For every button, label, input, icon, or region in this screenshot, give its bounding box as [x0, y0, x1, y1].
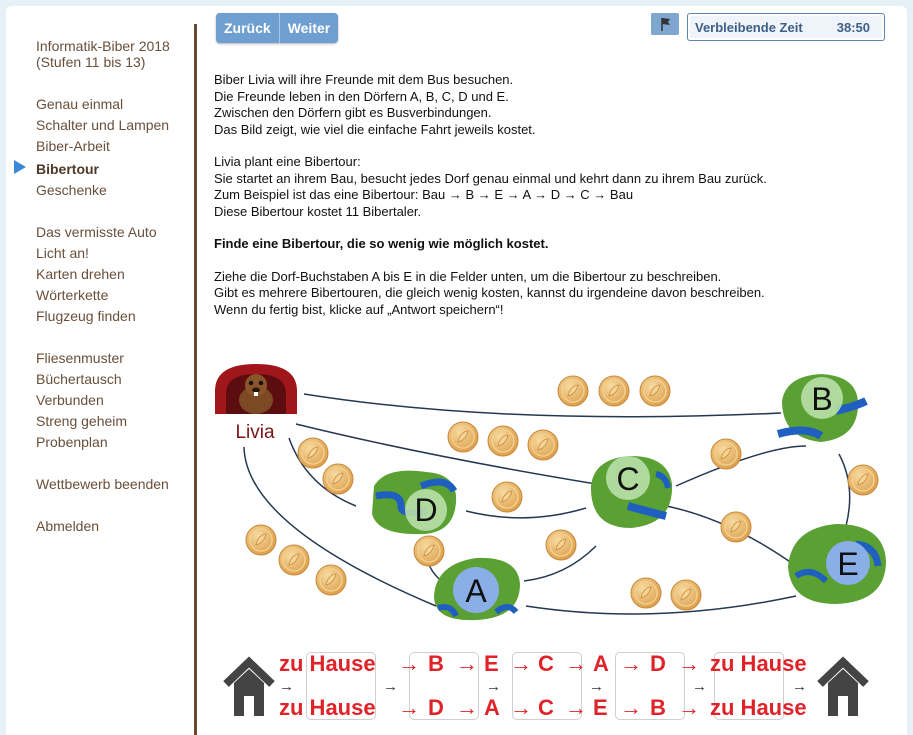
task-line: Zum Beispiel ist das eine Bibertour: Bau → B → E → A → D → C → Bau	[214, 187, 634, 202]
row1-village-2: E	[484, 651, 499, 676]
sidebar-item-das-vermisste-auto[interactable]: Das vermisste Auto	[36, 224, 157, 240]
village-e	[788, 524, 886, 604]
sidebar-item-verbunden[interactable]: Verbunden	[36, 392, 104, 408]
sidebar-item-biber-arbeit[interactable]: Biber-Arbeit	[36, 138, 110, 154]
row1-arrow: →	[620, 651, 642, 676]
village-d-label: D	[414, 492, 438, 528]
task-line: Diese Bibertour kostet 11 Bibertaler.	[214, 203, 422, 219]
task-line: Wenn du fertig bist, klicke auf „Antwort speichern“!	[214, 301, 504, 317]
village-a	[434, 558, 520, 620]
sequence-arrow: →	[589, 678, 604, 695]
row2-arrow: →	[456, 695, 478, 720]
back-button[interactable]: Zurück	[216, 13, 279, 43]
row2-arrow: →	[510, 695, 532, 720]
next-button[interactable]: Weiter	[279, 13, 339, 43]
task-line: Ziehe die Dorf-Buchstaben A bis E in die Felder unten, um die Bibertour zu beschreiben.	[214, 268, 722, 284]
row2-village-5: B	[650, 695, 666, 720]
sidebar-item-bibertour[interactable]: Bibertour	[36, 161, 99, 177]
sequence-arrow: →	[279, 678, 294, 695]
village-b	[778, 374, 866, 442]
course-title-line1: Informatik-Biber 2018	[36, 38, 170, 54]
village-c-label: C	[616, 461, 640, 497]
sidebar-item-genau-einmal[interactable]: Genau einmal	[36, 96, 124, 112]
bus-map	[6, 6, 907, 646]
sequence-arrow: →	[692, 678, 707, 695]
sequence-arrow: →	[383, 678, 398, 695]
sidebar-item-licht-an[interactable]: Licht an!	[36, 245, 89, 261]
row2-arrow: →	[678, 695, 700, 720]
course-title-line2: (Stufen 11 bis 13)	[36, 54, 146, 70]
row2-home-end: zu Hause	[710, 695, 807, 720]
sidebar-item-geschenke[interactable]: Geschenke	[36, 182, 107, 198]
page	[6, 6, 907, 735]
row1-village-4: A	[593, 651, 609, 676]
home-label: Livia	[235, 422, 275, 443]
sidebar-item-streng-geheim[interactable]: Streng geheim	[36, 413, 128, 429]
sequence-arrow: →	[792, 678, 807, 695]
row2-home-start: zu Hause	[279, 695, 376, 720]
village-c	[591, 456, 672, 528]
beaver-lodge	[215, 364, 297, 443]
house-start-icon	[222, 656, 276, 718]
row2-arrow: →	[565, 695, 587, 720]
house-end-icon	[816, 656, 870, 718]
task-line: Die Freunde leben in den Dörfern A, B, C, D und E.	[214, 88, 509, 104]
end-contest-link[interactable]: Wettbewerb beenden	[36, 476, 169, 492]
sidebar-item-flugzeug-finden[interactable]: Flugzeug finden	[36, 308, 136, 324]
task-line: Das Bild zeigt, wie viel die einfache Fahrt jeweils kostet.	[214, 121, 536, 137]
sidebar-item-buechertausch[interactable]: Büchertausch	[36, 371, 122, 387]
row2-village-2: A	[484, 695, 500, 720]
row1-arrow: →	[510, 651, 532, 676]
row1-home-end: zu Hause	[710, 651, 807, 676]
task-line: Sie startet an ihrem Bau, besucht jedes Dorf genau einmal und kehrt dann zu ihrem Bau zurück.	[214, 170, 767, 186]
task-line: Zwischen den Dörfern gibt es Busverbindungen.	[214, 105, 492, 120]
sidebar-item-karten-drehen[interactable]: Karten drehen	[36, 266, 125, 282]
logout-link[interactable]: Abmelden	[36, 518, 100, 534]
sequence-arrow: →	[486, 678, 501, 695]
sidebar-item-woerterkette[interactable]: Wörterkette	[36, 287, 109, 303]
row2-village-4: E	[593, 695, 608, 720]
row2-arrow: →	[398, 695, 420, 720]
row1-home-start: zu Hause	[279, 651, 376, 676]
row1-arrow: →	[678, 651, 700, 676]
row1-village-3: C	[538, 651, 554, 676]
village-e-label: E	[837, 546, 859, 582]
village-a-label: A	[465, 573, 487, 609]
row2-village-1: D	[428, 695, 444, 720]
village-d	[372, 471, 456, 535]
task-line: Gibt es mehrere Bibertouren, die gleich wenig kosten, kannst du irgendeine davon beschreiben.	[214, 285, 765, 300]
task-line: Livia plant eine Bibertour:	[214, 154, 361, 169]
timer-label: Verbleibende Zeit	[695, 20, 803, 35]
row1-arrow: →	[456, 651, 478, 676]
row2-arrow: →	[620, 695, 642, 720]
task-question: Finde eine Bibertour, die so wenig wie möglich kostet.	[214, 236, 549, 251]
timer-value: 38:50	[836, 20, 870, 35]
row1-village-1: B	[428, 651, 444, 676]
row1-village-5: D	[650, 651, 666, 676]
row1-arrow: →	[565, 651, 587, 676]
sidebar-item-probenplan[interactable]: Probenplan	[36, 434, 108, 450]
task-line: Biber Livia will ihre Freunde mit dem Bus besuchen.	[214, 72, 514, 87]
row2-village-3: C	[538, 695, 554, 720]
row1-arrow: →	[398, 651, 420, 676]
sidebar-item-schalter-und-lampen[interactable]: Schalter und Lampen	[36, 117, 170, 133]
sidebar-item-fliesenmuster[interactable]: Fliesenmuster	[36, 350, 124, 366]
village-b-label: B	[811, 381, 833, 417]
